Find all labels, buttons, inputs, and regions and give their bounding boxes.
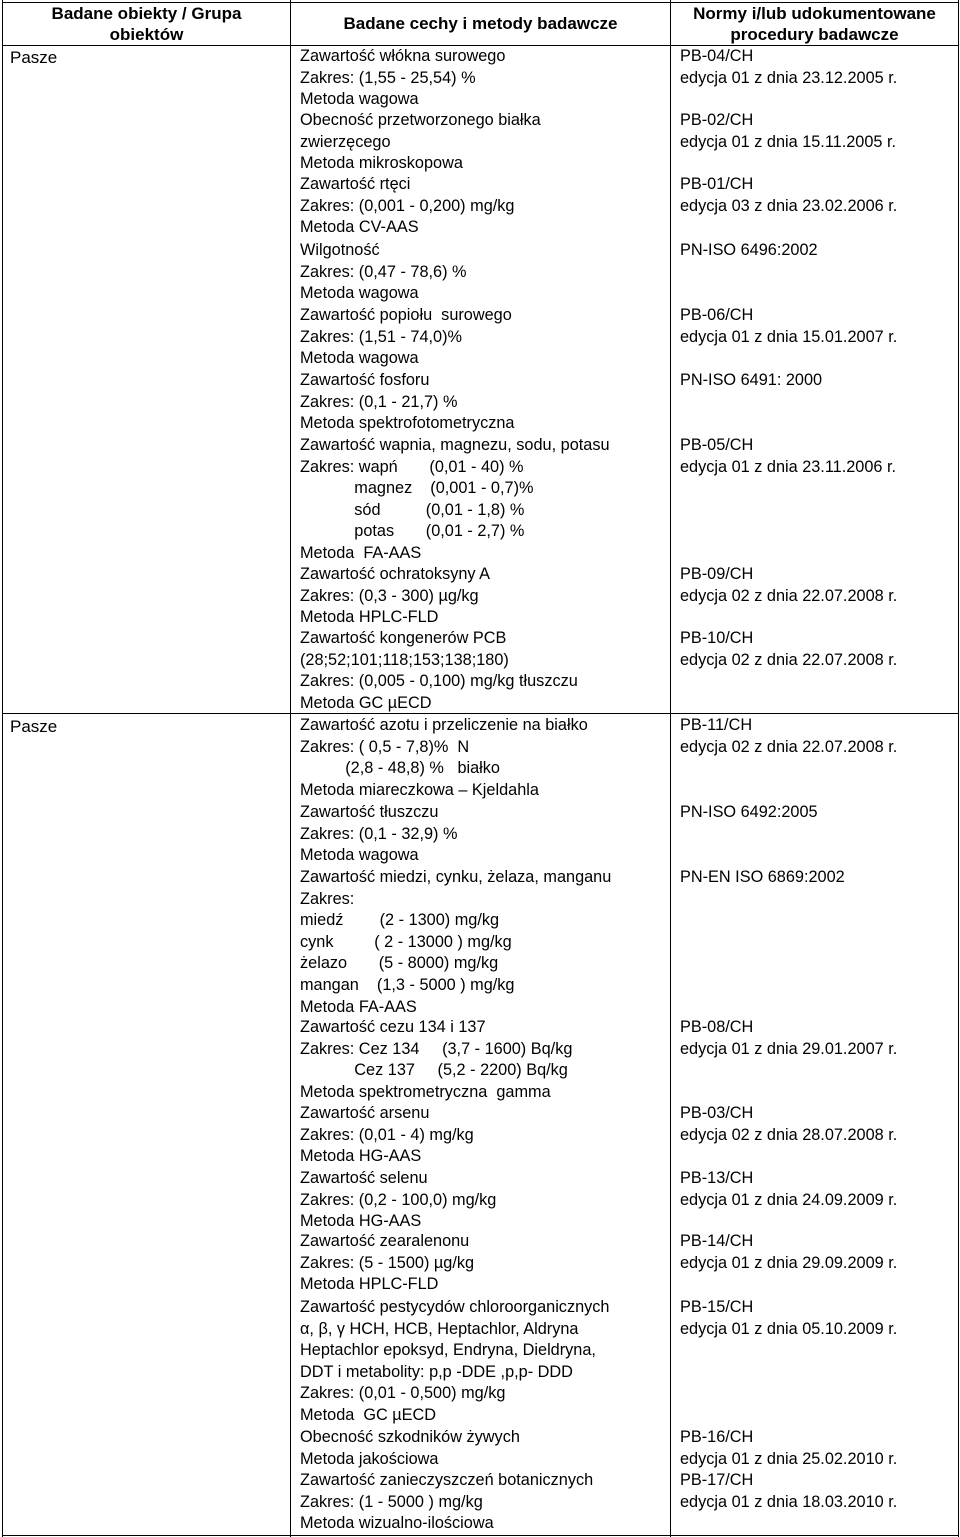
norm-cell [680, 370, 956, 392]
norm-cell [680, 867, 956, 889]
method-line: Zakres: (1 - 5000 ) mg/kg [300, 1492, 483, 1511]
method-cell [300, 305, 662, 370]
method-line: Zawartość tłuszczu [300, 803, 439, 821]
header-col1 [3, 3, 290, 45]
method-line: Metoda FA-AAS [300, 997, 417, 1016]
norm-line: edycja 01 z dnia 29.01.2007 r. [680, 1039, 898, 1058]
method-cell [300, 564, 662, 629]
method-line: Zakres: (0,001 - 0,200) mg/kg [300, 196, 515, 215]
group-label: Pasze [10, 717, 58, 736]
method-line: Zakres: (0,1 - 32,9) % [300, 824, 458, 843]
norm-cell [680, 110, 956, 153]
norm-line: edycja 01 z dnia 18.03.2010 r. [680, 1492, 898, 1511]
header-col3 [671, 3, 958, 45]
method-line: Zawartość ochratoksyny A [300, 565, 491, 583]
method-line: Obecność szkodników żywych [300, 1428, 520, 1446]
method-line: Zawartość cezu 134 i 137 [300, 1018, 486, 1036]
norm-line: PN-ISO 6491: 2000 [680, 371, 823, 389]
norm-cell [680, 435, 956, 478]
norm-line: PB-14/CH [680, 1232, 754, 1250]
method-line: Heptachlor epoksyd, Endryna, Dieldryna, [300, 1341, 596, 1360]
method-line: Metoda spektrometryczna gamma [300, 1082, 551, 1101]
method-line: Metoda wizualno-ilościowa [300, 1514, 494, 1533]
method-cell [300, 435, 662, 565]
method-cell [300, 1297, 662, 1427]
norm-cell [680, 305, 956, 348]
method-line: Obecność przetworzonego białka [300, 111, 541, 129]
method-line: Zawartość arsenu [300, 1104, 430, 1122]
norm-line: PB-17/CH [680, 1471, 754, 1489]
norm-line: PB-09/CH [680, 565, 754, 583]
method-line: Zakres: Cez 134 (3,7 - 1600) Bq/kg [300, 1039, 573, 1058]
norm-line: edycja 01 z dnia 23.12.2005 r. [680, 68, 898, 87]
method-cell [300, 240, 662, 305]
norm-line: PB-04/CH [680, 47, 754, 65]
method-line: (28;52;101;118;153;138;180) [300, 650, 509, 669]
norm-line: edycja 02 z dnia 22.07.2008 r. [680, 586, 898, 605]
border-bottom [2, 1535, 958, 1536]
method-line: Zakres: ( 0,5 - 7,8)% N [300, 737, 470, 756]
norm-line: PB-13/CH [680, 1169, 754, 1187]
method-cell [300, 628, 662, 714]
method-line: Cez 137 (5,2 - 2200) Bq/kg [300, 1061, 568, 1080]
method-cell [300, 1103, 662, 1168]
norm-line: edycja 01 z dnia 23.11.2006 r. [680, 457, 897, 476]
divider-col2 [670, 0, 671, 1537]
norm-line: edycja 01 z dnia 15.11.2005 r. [680, 132, 897, 151]
method-line: zwierzęcego [300, 132, 391, 151]
norm-line: edycja 02 z dnia 22.07.2008 r. [680, 737, 898, 756]
norm-cell [680, 174, 956, 217]
method-line: Metoda jakościowa [300, 1449, 439, 1468]
norm-line: PB-06/CH [680, 306, 754, 324]
method-line: Metoda GC µECD [300, 1405, 437, 1424]
method-cell [300, 174, 662, 239]
header-col3-line1: Normy i/lub udokumentowane [693, 4, 936, 23]
method-line: Zawartość miedzi, cynku, żelaza, manganu [300, 868, 612, 886]
method-line: Zawartość azotu i przeliczenie na białko [300, 716, 588, 734]
header-col3-line2: procedury badawcze [730, 25, 899, 44]
method-line: Metoda CV-AAS [300, 218, 419, 237]
method-line: cynk ( 2 - 13000 ) mg/kg [300, 932, 512, 951]
norm-line: PN-ISO 6496:2002 [680, 241, 818, 259]
norm-line: edycja 01 z dnia 05.10.2009 r. [680, 1319, 898, 1338]
method-line: Zakres: (0,01 - 0,500) mg/kg [300, 1384, 506, 1403]
method-line: Zakres: (0,2 - 100,0) mg/kg [300, 1190, 497, 1209]
norm-cell [680, 564, 956, 607]
method-line: Zawartość rtęci [300, 175, 411, 193]
method-line: Metoda HG-AAS [300, 1147, 422, 1166]
border-right [958, 0, 959, 1537]
method-cell [300, 1231, 662, 1296]
method-cell [300, 1427, 662, 1470]
norm-cell [680, 1427, 956, 1470]
norm-line: PN-EN ISO 6869:2002 [680, 868, 845, 886]
norm-cell [680, 1470, 956, 1513]
method-line: magnez (0,001 - 0,7)% [300, 479, 534, 498]
method-line: Zakres: (0,005 - 0,100) mg/kg tłuszczu [300, 672, 578, 691]
method-line: DDT i metabolity: p,p -DDE ,p,p- DDD [300, 1362, 573, 1381]
method-line: Zawartość kongenerów PCB [300, 629, 507, 647]
method-line: Wilgotność [300, 241, 380, 259]
norm-cell [680, 1297, 956, 1340]
norm-cell [680, 1103, 956, 1146]
norm-cell [680, 1168, 956, 1211]
norm-line: edycja 01 z dnia 25.02.2010 r. [680, 1449, 898, 1468]
norm-line: PB-03/CH [680, 1104, 754, 1122]
method-line: Metoda miareczkowa – Kjeldahla [300, 780, 539, 799]
method-line: α, β, γ HCH, HCB, Heptachlor, Aldryna [300, 1319, 579, 1338]
norm-line: edycja 03 z dnia 23.02.2006 r. [680, 196, 898, 215]
header-col2: Badane cechy i metody badawcze [343, 14, 618, 33]
method-line: mangan (1,3 - 5000 ) mg/kg [300, 975, 515, 994]
method-cell [300, 802, 662, 867]
divider-col1 [290, 0, 291, 1537]
method-line: Metoda wagowa [300, 284, 419, 303]
method-line: Metoda wagowa [300, 90, 419, 109]
method-line: Zakres: (0,47 - 78,6) % [300, 262, 467, 281]
norm-line: PB-11/CH [680, 716, 753, 734]
norm-line: edycja 02 z dnia 28.07.2008 r. [680, 1125, 898, 1144]
method-cell [300, 715, 662, 801]
method-line: Metoda GC µECD [300, 693, 432, 712]
norm-cell [680, 1231, 956, 1274]
header-col1-line1: Badane obiekty / Grupa [51, 4, 242, 23]
method-line: (2,8 - 48,8) % białko [300, 759, 500, 778]
method-line: miedź (2 - 1300) mg/kg [300, 911, 500, 930]
method-line: Metoda HG-AAS [300, 1212, 422, 1231]
norm-line: PN-ISO 6492:2005 [680, 803, 818, 821]
method-line: Zakres: wapń (0,01 - 40) % [300, 457, 524, 476]
method-line: żelazo (5 - 8000) mg/kg [300, 954, 499, 973]
method-line: potas (0,01 - 2,7) % [300, 522, 525, 541]
method-cell [300, 46, 662, 111]
method-line: Zawartość selenu [300, 1169, 428, 1187]
method-line: Zakres: (5 - 1500) µg/kg [300, 1253, 475, 1272]
norm-cell [680, 715, 956, 758]
method-line: Zawartość zanieczyszczeń botanicznych [300, 1471, 594, 1489]
norm-cell [680, 1017, 956, 1060]
method-line: Metoda spektrofotometryczna [300, 414, 515, 433]
norm-line: edycja 02 z dnia 22.07.2008 r. [680, 650, 898, 669]
method-cell [300, 867, 662, 1018]
method-cell [300, 110, 662, 175]
method-line: Zawartość fosforu [300, 371, 430, 389]
norm-line: PB-15/CH [680, 1298, 754, 1316]
method-line: Zakres: [300, 889, 355, 908]
norm-cell [680, 240, 956, 262]
method-line: Zawartość wapnia, magnezu, sodu, potasu [300, 436, 610, 454]
method-line: Zakres: (1,55 - 25,54) % [300, 68, 476, 87]
method-cell [300, 1017, 662, 1103]
method-line: Metoda HPLC-FLD [300, 1275, 439, 1294]
header-col1-line2: obiektów [109, 25, 184, 44]
method-line: sód (0,01 - 1,8) % [300, 500, 525, 519]
norm-line: PB-10/CH [680, 629, 754, 647]
border-left [2, 0, 3, 1537]
norm-line: edycja 01 z dnia 29.09.2009 r. [680, 1253, 898, 1272]
method-line: Zakres: (0,01 - 4) mg/kg [300, 1125, 474, 1144]
method-line: Metoda wagowa [300, 846, 419, 865]
method-cell [300, 1168, 662, 1233]
norm-line: PB-02/CH [680, 111, 754, 129]
group-label: Pasze [10, 48, 58, 67]
norm-cell [680, 46, 956, 89]
method-line: Metoda FA-AAS [300, 543, 422, 562]
norm-line: edycja 01 z dnia 15.01.2007 r. [680, 327, 898, 346]
norm-cell [680, 802, 956, 824]
method-line: Zakres: (0,1 - 21,7) % [300, 392, 458, 411]
method-line: Zawartość włókna surowego [300, 47, 506, 65]
norm-line: PB-01/CH [680, 175, 754, 193]
norm-line: PB-08/CH [680, 1018, 754, 1036]
method-cell [300, 370, 662, 435]
norm-line: PB-05/CH [680, 436, 754, 454]
method-line: Zakres: (0,3 - 300) µg/kg [300, 586, 479, 605]
method-line: Metoda mikroskopowa [300, 154, 463, 173]
norm-line: PB-16/CH [680, 1428, 754, 1446]
method-line: Metoda HPLC-FLD [300, 608, 439, 627]
method-line: Metoda wagowa [300, 349, 419, 368]
norm-cell [680, 628, 956, 671]
method-line: Zawartość pestycydów chloroorganicznych [300, 1298, 610, 1316]
method-line: Zakres: (1,51 - 74,0)% [300, 327, 462, 346]
method-cell [300, 1470, 662, 1535]
norm-line: edycja 01 z dnia 24.09.2009 r. [680, 1190, 898, 1209]
method-line: Zawartość zearalenonu [300, 1232, 470, 1250]
method-line: Zawartość popiołu surowego [300, 306, 512, 324]
